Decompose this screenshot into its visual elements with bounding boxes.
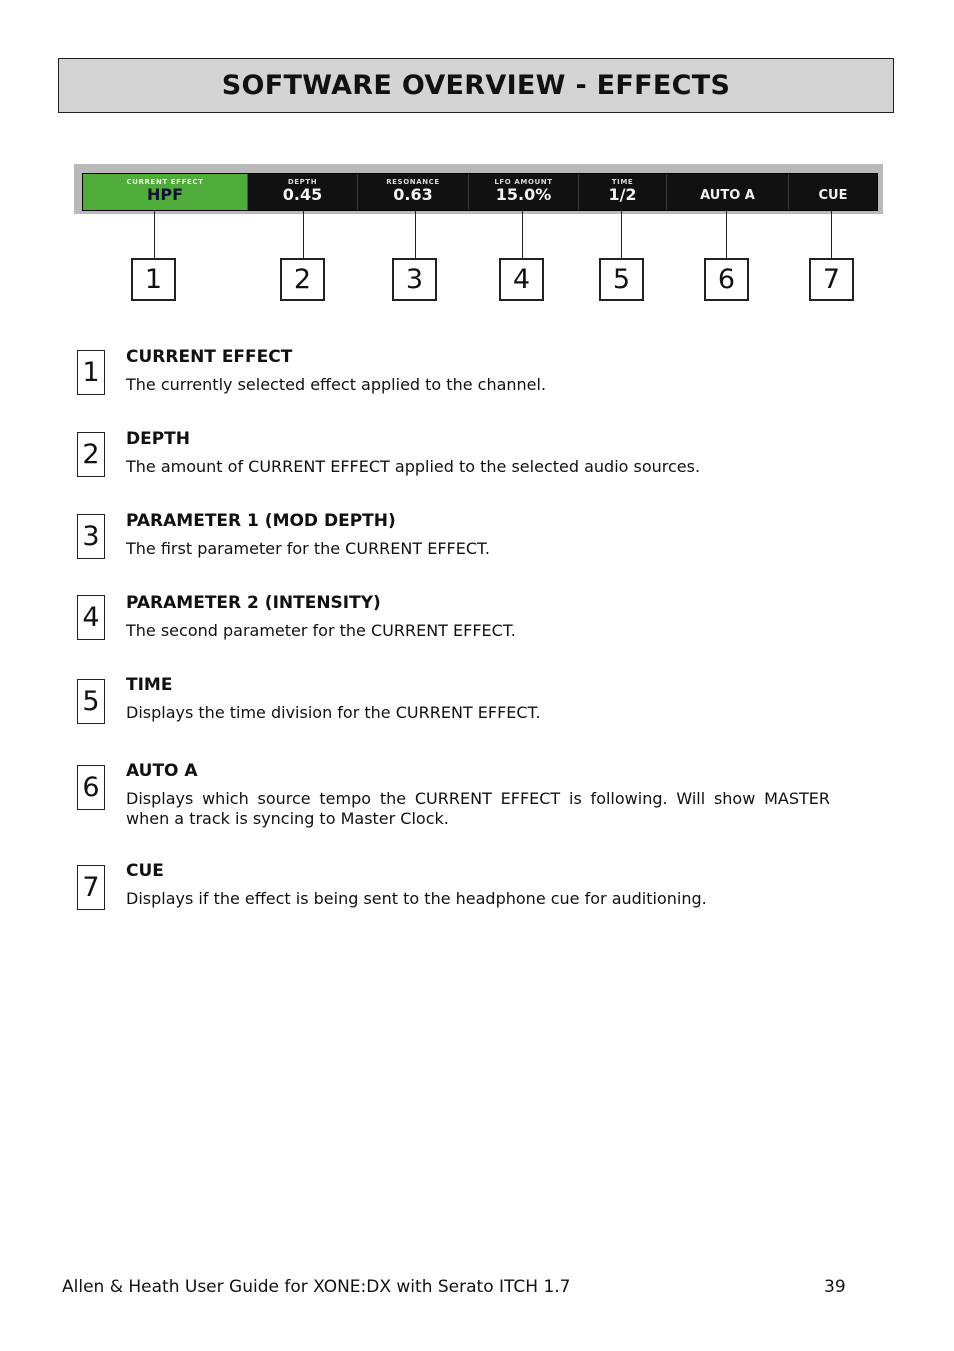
connector-line-5 — [621, 211, 622, 258]
fx-cell-depth — [248, 174, 358, 210]
list-item — [126, 592, 830, 641]
list-item — [126, 510, 830, 559]
item-number-4: 4 — [77, 595, 105, 640]
item-description: Displays if the effect is being sent to the headphone cue for auditioning. — [126, 889, 707, 908]
item-title: DEPTH — [126, 429, 191, 449]
callout-number-3: 3 — [392, 258, 437, 301]
list-item — [126, 346, 830, 395]
callout-number-7: 7 — [809, 258, 854, 301]
fx-value-current-effect: HPF — [146, 185, 184, 204]
connector-line-3 — [415, 211, 416, 258]
footer-page-number: 39 — [824, 1277, 846, 1297]
fx-label-lfo-amount: LFO AMOUNT — [494, 178, 553, 186]
footer-guide-title: Allen & Heath User Guide for XONE:DX with Serato ITCH 1.7 — [62, 1277, 571, 1297]
page-title: SOFTWARE OVERVIEW - EFFECTS — [221, 70, 731, 101]
callout-number-2: 2 — [280, 258, 325, 301]
item-title: TIME — [126, 675, 173, 695]
item-number-7: 7 — [77, 865, 105, 910]
fx-label-current-effect: CURRENT EFFECT — [126, 178, 204, 186]
item-description: The second parameter for the CURRENT EFFECT. — [126, 621, 516, 640]
item-title: AUTO A — [126, 761, 198, 781]
item-title: CUE — [126, 861, 164, 881]
item-number-1: 1 — [77, 350, 105, 395]
list-item — [126, 860, 830, 909]
item-title: PARAMETER 2 (INTENSITY) — [126, 593, 381, 613]
fx-value-auto-a: AUTO A — [700, 188, 755, 203]
fx-label-depth: DEPTH — [287, 178, 318, 186]
item-number-3: 3 — [77, 514, 105, 559]
item-description: The currently selected effect applied to the channel. — [126, 375, 547, 394]
callout-number-1: 1 — [131, 258, 176, 301]
connector-line-6 — [726, 211, 727, 258]
fx-cell-cue — [789, 174, 877, 210]
effects-bar — [82, 173, 878, 211]
page-title-box — [58, 58, 894, 113]
callout-number-4: 4 — [499, 258, 544, 301]
fx-value-cue: CUE — [818, 188, 848, 203]
list-item — [126, 428, 830, 477]
item-description: Displays which source tempo the CURRENT EFFECT is following. Will show MASTER when a track is syncing to Master Clock. — [126, 789, 830, 828]
item-description: The amount of CURRENT EFFECT applied to the selected audio sources. — [126, 457, 701, 476]
fx-value-lfo-amount: 15.0% — [495, 185, 552, 204]
callout-number-5: 5 — [599, 258, 644, 301]
item-title: PARAMETER 1 (MOD DEPTH) — [126, 511, 396, 531]
connector-line-1 — [154, 211, 155, 258]
item-description: Displays the time division for the CURRENT EFFECT. — [126, 703, 541, 722]
callout-number-6: 6 — [704, 258, 749, 301]
item-number-2: 2 — [77, 432, 105, 477]
connector-line-2 — [303, 211, 304, 258]
connector-line-7 — [831, 211, 832, 258]
item-title: CURRENT EFFECT — [126, 347, 293, 367]
list-item — [126, 760, 830, 829]
fx-cell-resonance — [358, 174, 469, 210]
fx-value-depth: 0.45 — [282, 185, 323, 204]
fx-value-time: 1/2 — [608, 185, 637, 204]
fx-label-resonance: RESONANCE — [386, 178, 440, 186]
fx-cell-current-effect — [83, 174, 248, 210]
fx-value-resonance: 0.63 — [393, 185, 433, 204]
fx-label-time: TIME — [611, 178, 634, 186]
item-description: The first parameter for the CURRENT EFFECT. — [126, 539, 490, 558]
item-number-5: 5 — [77, 679, 105, 724]
connector-line-4 — [522, 211, 523, 258]
item-number-6: 6 — [77, 765, 105, 810]
fx-cell-auto-a — [667, 174, 789, 210]
fx-cell-lfo-amount — [469, 174, 579, 210]
fx-cell-time — [579, 174, 667, 210]
list-item — [126, 674, 830, 723]
